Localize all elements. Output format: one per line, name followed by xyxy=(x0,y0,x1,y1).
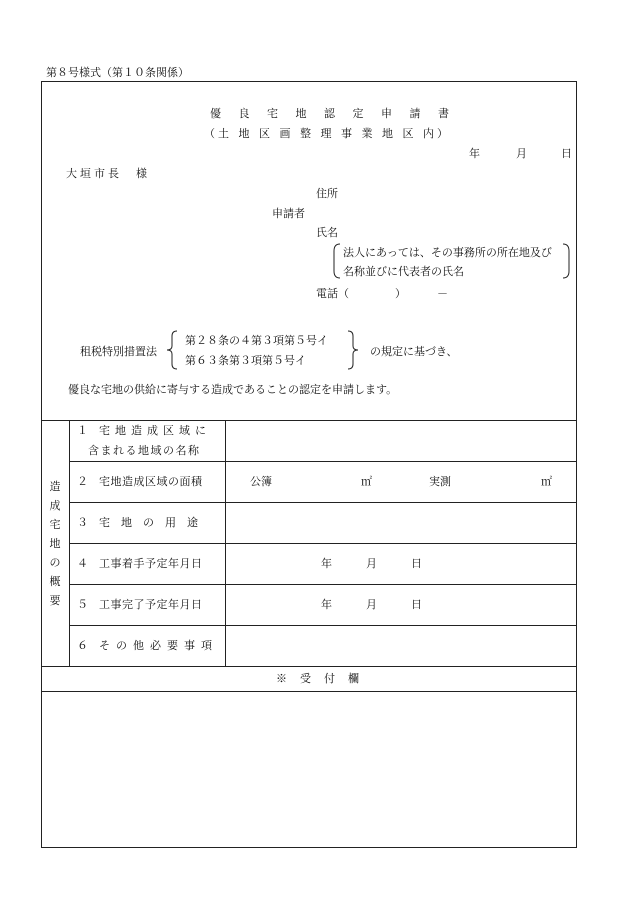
address-label: 住所 xyxy=(316,187,338,200)
row-divider xyxy=(69,502,577,503)
side-char: 造 xyxy=(49,480,61,493)
label-column-divider xyxy=(225,420,226,666)
date-year: 年 xyxy=(469,147,480,160)
side-char: 成 xyxy=(49,499,61,512)
corp-note-line1: 法人にあっては、その事務所の所在地及び xyxy=(343,246,552,259)
page-subtitle: （土 地 区 画 整 理 事 業 地 区 内） xyxy=(204,127,451,140)
law-name: 租税特別措置法 xyxy=(80,345,157,358)
corp-note-right-bracket xyxy=(562,243,570,279)
area-survey-unit: ㎡ xyxy=(541,475,552,488)
area-survey-label: 実測 xyxy=(429,475,451,488)
area-public-label: 公簿 xyxy=(250,475,272,488)
form-number: 第８号様式（第１０条関係） xyxy=(46,66,189,79)
row1-label-line1: 宅地造成区域に xyxy=(99,424,211,437)
row5-month: 月 xyxy=(366,598,377,611)
declaration-text: 優良な宅地の供給に寄与する造成であることの認定を申請します。 xyxy=(68,383,398,396)
name-label: 氏名 xyxy=(316,226,338,239)
law-clause2: 第６３条第３項第５号イ xyxy=(185,354,306,367)
row2-num: ２ xyxy=(77,475,88,488)
side-char: 概 xyxy=(49,575,61,588)
row4-num: ４ xyxy=(77,557,88,570)
row-divider xyxy=(69,461,577,462)
row3-num: ３ xyxy=(77,516,88,529)
law-right-brace xyxy=(347,330,359,370)
row6-label: その他必要事項 xyxy=(99,639,218,652)
row5-day: 日 xyxy=(411,598,422,611)
corp-note-line2: 名称並びに代表者の氏名 xyxy=(343,265,464,278)
row-divider xyxy=(69,543,577,544)
row1-num: １ xyxy=(77,424,88,437)
applicant-label: 申請者 xyxy=(272,207,305,220)
row4-year: 年 xyxy=(321,557,332,570)
phone-label: 電話（ xyxy=(316,287,349,300)
table-bottom-line xyxy=(41,666,577,667)
phone-dash: － xyxy=(437,287,448,300)
table-top-line xyxy=(41,420,577,421)
law-suffix: の規定に基づき、 xyxy=(370,345,458,358)
side-char: 要 xyxy=(49,594,61,607)
side-char: 宅 xyxy=(49,518,61,531)
row4-label: 工事着手予定年月日 xyxy=(99,557,203,570)
area-public-unit: ㎡ xyxy=(361,475,372,488)
row5-label: 工事完了予定年月日 xyxy=(99,598,203,611)
corp-note-left-bracket xyxy=(333,243,341,279)
side-column-divider xyxy=(69,420,70,666)
row6-num: ６ xyxy=(77,639,88,652)
row5-num: ５ xyxy=(77,598,88,611)
row3-label: 宅 地 の 用 途 xyxy=(99,516,198,529)
reception-area xyxy=(42,692,576,847)
page-title: 優 良 宅 地 認 定 申 請 書 xyxy=(210,107,456,120)
row-divider xyxy=(69,584,577,585)
side-char: 地 xyxy=(49,537,61,550)
summary-side-label xyxy=(48,477,62,610)
row-divider xyxy=(69,625,577,626)
date-month: 月 xyxy=(516,147,527,160)
addressee: 大垣市長 様 xyxy=(66,167,150,180)
side-char: の xyxy=(49,556,61,569)
row4-day: 日 xyxy=(411,557,422,570)
row5-year: 年 xyxy=(321,598,332,611)
date-day: 日 xyxy=(561,147,572,160)
row4-month: 月 xyxy=(366,557,377,570)
law-clause1: 第２８条の４第３項第５号イ xyxy=(185,334,328,347)
law-left-brace xyxy=(166,330,178,370)
reception-label: ※ 受 付 欄 xyxy=(276,672,360,685)
row2-label: 宅地造成区域の面積 xyxy=(99,475,203,488)
row1-label-line2: 含まれる地域の名称 xyxy=(88,444,201,457)
phone-close: ） xyxy=(395,287,406,300)
